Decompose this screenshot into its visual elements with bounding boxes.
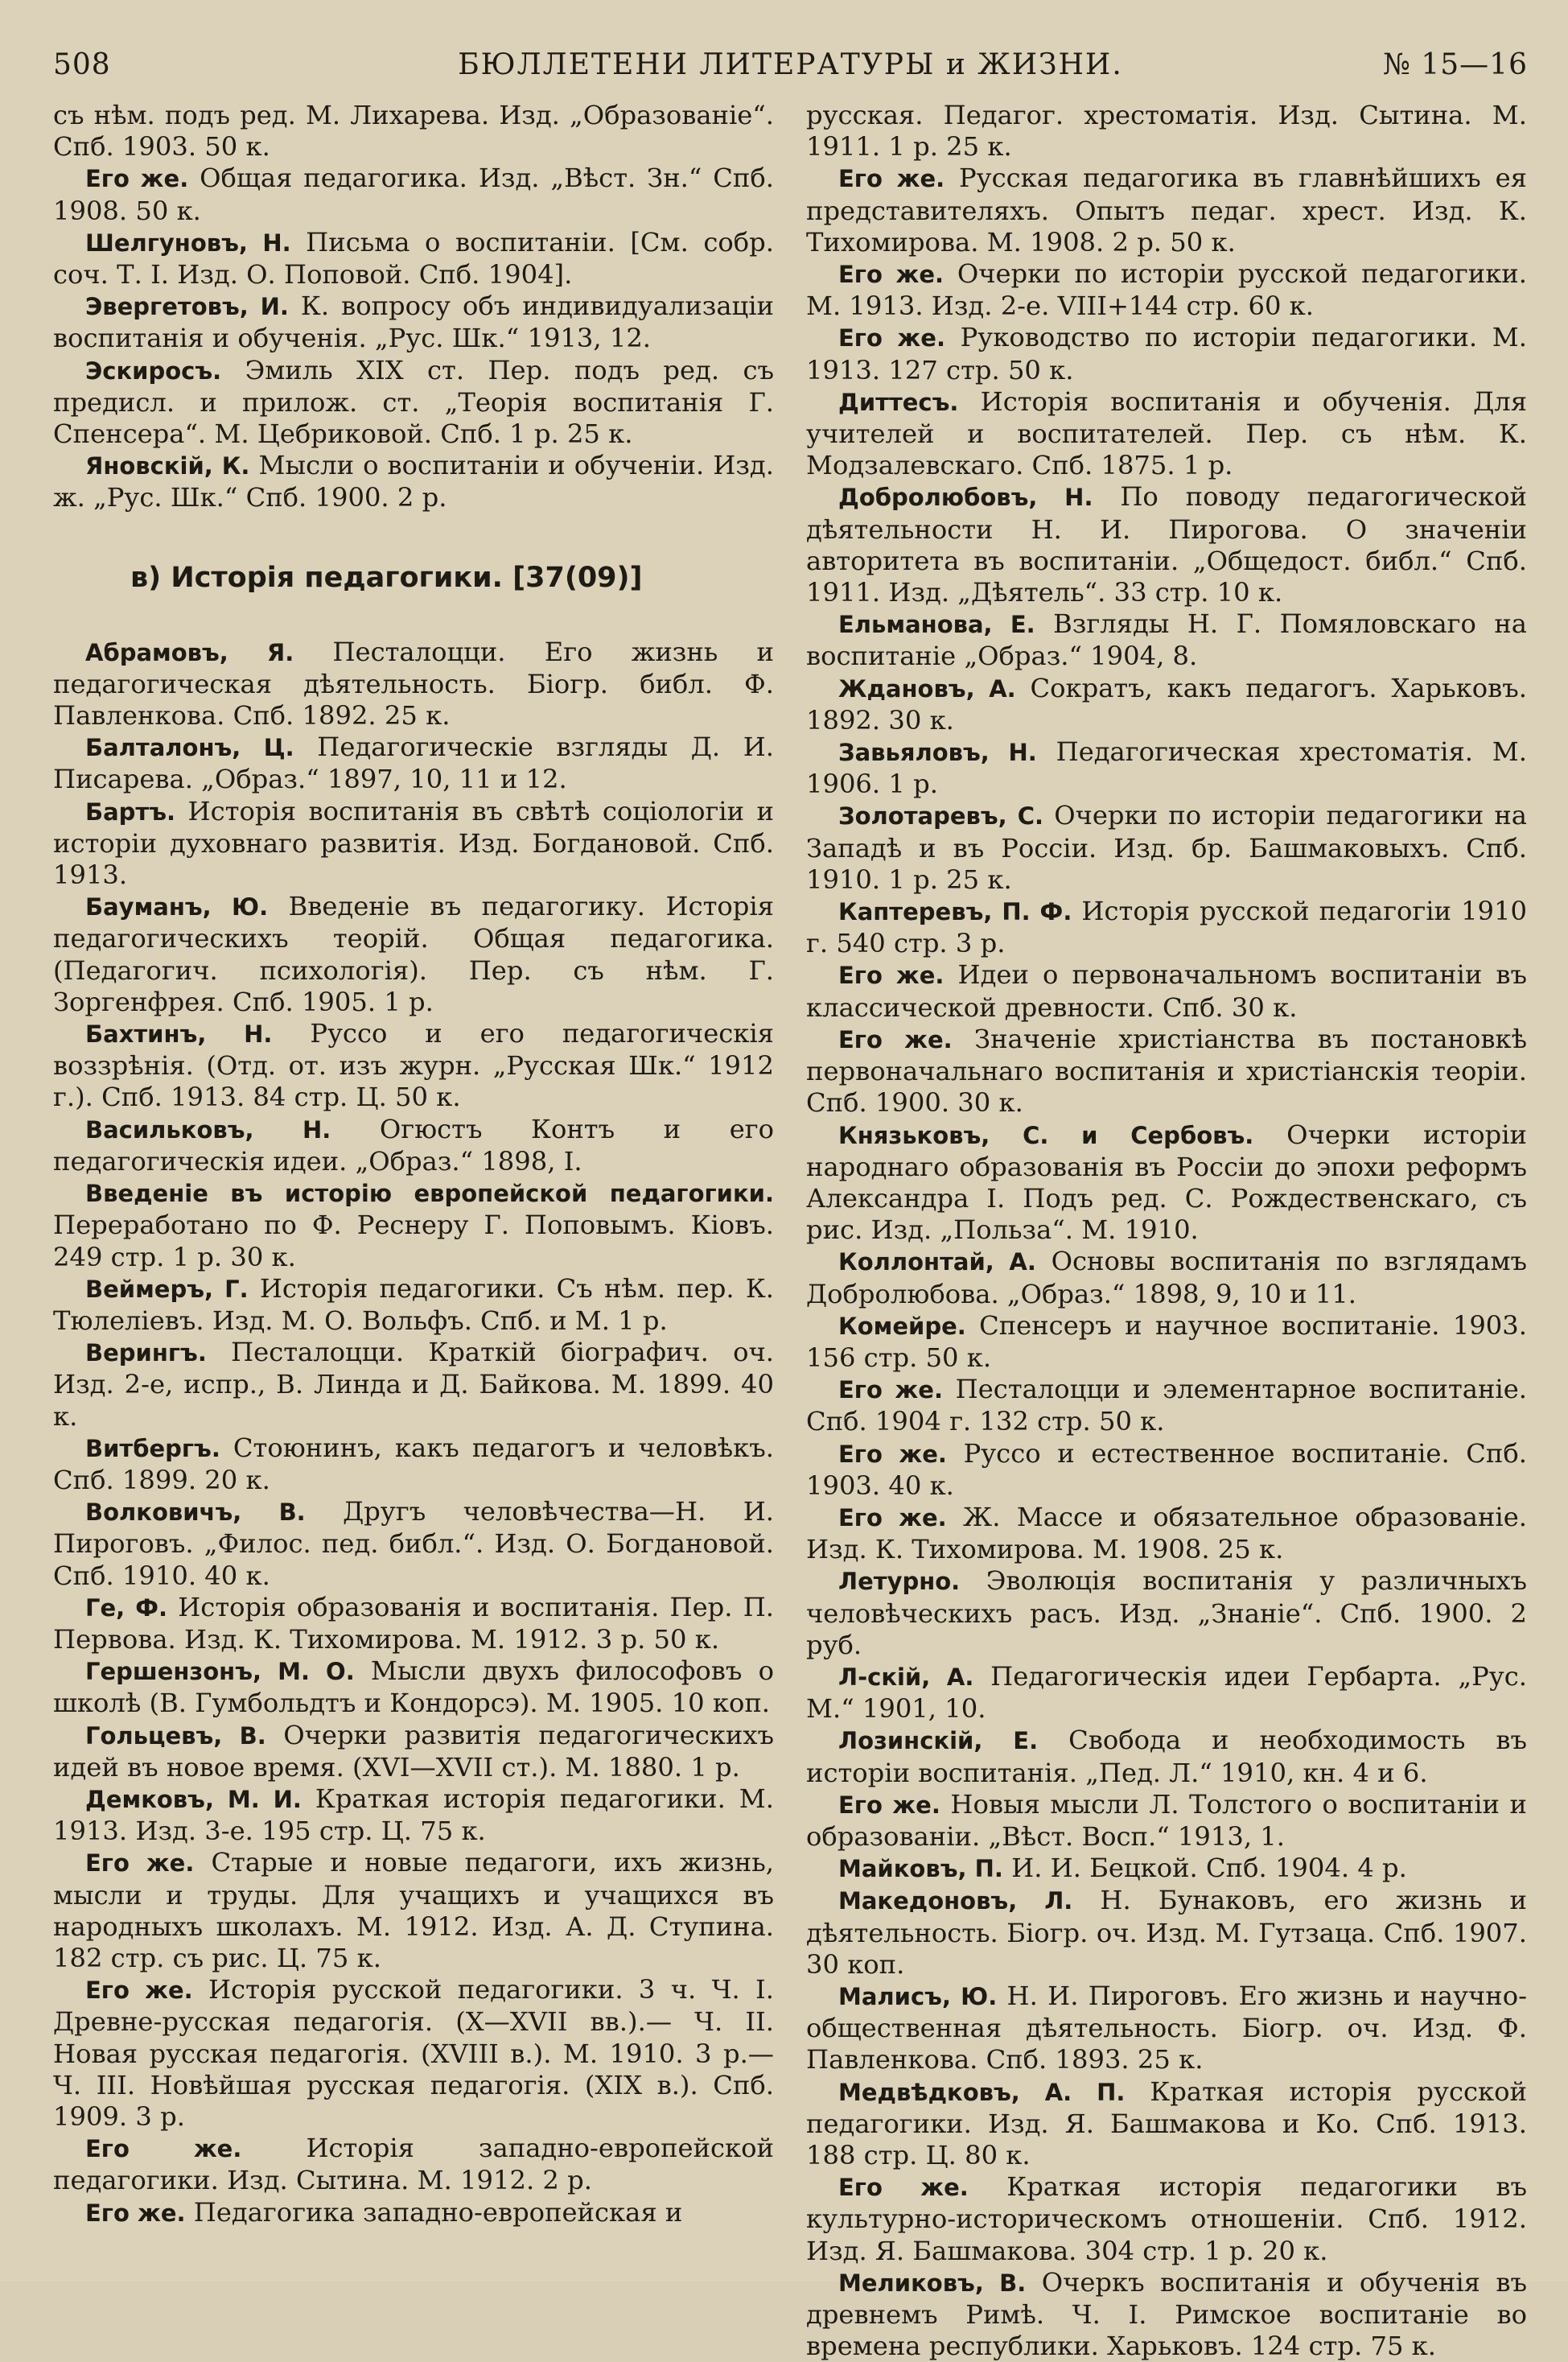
entry-author: Демковъ, М. И. — [85, 1785, 302, 1813]
page-number: 508 — [53, 48, 111, 81]
bibliography-entry — [53, 1018, 774, 1114]
bibliography-entry — [806, 1246, 1527, 1309]
entry-text: Очерки развитія педагогическихъ идей въ новое время. (XVI—XVII ст.). М. 1880. 1 р. — [53, 1719, 775, 1783]
bibliography-entry — [53, 1783, 774, 1847]
bibliography-entry — [806, 163, 1527, 258]
entry-text: Песталоцци и элементарное воспитаніе. Спб. 1904 г. 132 стр. 50 к. — [806, 1374, 1527, 1437]
bibliography-entry — [806, 386, 1527, 482]
entry-author: Введеніе въ исторію европейской педагогики. — [85, 1180, 774, 1208]
entry-author: Диттесъ. — [838, 388, 959, 416]
entry-text: К. вопросу объ индивидуализаціи воспитанія и обученія. „Рус. Шк.“ 1913, 12. — [53, 291, 774, 354]
entry-text: Очерки по исторіи педагогики на Западѣ и въ Россіи. Изд. бр. Башмаковыхъ. Спб. 1910. 1 р. 25 к. — [806, 800, 1527, 895]
bibliography-entry — [53, 291, 774, 354]
bibliography-entry — [53, 637, 774, 732]
entry-text: Исторія воспитанія въ свѣтѣ соціологіи и исторіи духовнаго развитія. Изд. Богдановой. Спб. 1913. — [53, 795, 774, 891]
bibliography-entry — [806, 481, 1527, 608]
entry-text: Руссо и естественное воспитаніе. Спб. 1903. 40 к. — [806, 1437, 1527, 1501]
entry-author: Балталонъ, Ц. — [85, 734, 294, 762]
bibliography-entry — [53, 1114, 774, 1177]
bibliography-entry — [806, 1565, 1527, 1661]
running-header — [53, 39, 1528, 100]
entry-text: съ нѣм. подъ ред. М. Лихарева. Изд. „Образованіе“. Спб. 1903. 50 к. — [53, 100, 774, 163]
bibliography-entry — [806, 608, 1527, 672]
entry-text: И. И. Бецкой. Спб. 1904. 4 р. — [1002, 1853, 1407, 1884]
entry-text: Общая педагогика. Изд. „Вѣст. Зн.“ Спб. 1908. 50 к. — [53, 163, 774, 226]
entry-author: Его же. — [85, 2135, 242, 2163]
bibliography-entry — [53, 2197, 774, 2229]
entry-author: Гершензонъ, М. О. — [85, 1658, 355, 1686]
entries-right — [806, 100, 1527, 2362]
journal-title: БЮЛЛЕТЕНИ ЛИТЕРАТУРЫ и ЖИЗНИ. — [458, 48, 1123, 81]
entry-text: Очеркъ воспитанія и обученія въ древнемъ Римѣ. Ч. I. Римское воспитаніе во времена республики. Харьковъ. 124 стр. 75 к. — [806, 2266, 1527, 2362]
entry-text: Исторія русской педагогіи 1910 г. 540 стр. 3 р. — [806, 896, 1527, 959]
entry-author: Его же. — [85, 1977, 193, 2005]
entry-text: Н. И. Пироговъ. Его жизнь и научно-общественная дѣятельность. Біогр. оч. Изд. Ф. Павленкова. Спб. 1893. 25 к. — [806, 1980, 1527, 2076]
entry-author: Добролюбовъ, Н. — [838, 484, 1093, 512]
entry-text: Краткая исторія педагогики. М. 1913. Изд. 3-е. 195 стр. Ц. 75 к. — [53, 1783, 774, 1847]
entry-text: Педагогическая хрестоматія. М. 1906. 1 р. — [806, 736, 1527, 800]
entry-text: Введеніе въ педагогику. Исторія педагогическихъ теорій. Общая педагогика. (Педагогич. психологія). Пер. съ нѣм. Г. Зоргенфрея. Спб. 1905. 1 р. — [53, 891, 774, 1017]
entry-author: Шелгуновъ, Н. — [85, 229, 291, 257]
entry-author: Волковичъ, В. — [85, 1498, 306, 1527]
bibliography-entry — [53, 1337, 774, 1432]
entry-text: Руководство по исторіи педагогики. М. 1913. 127 стр. 50 к. — [806, 322, 1527, 385]
two-column-body — [53, 100, 1528, 2362]
entry-text: Педагогическіе взгляды Д. И. Писарева. „Образ.“ 1897, 10, 11 и 12. — [53, 732, 774, 795]
entry-author: Бартъ. — [85, 798, 176, 826]
entry-author: Веймеръ, Г. — [85, 1275, 249, 1303]
bibliography-entry — [53, 1273, 774, 1337]
entry-author: Лозинскій, Е. — [838, 1727, 1039, 1755]
bibliography-entry — [53, 1655, 774, 1719]
entries-before-section — [53, 100, 774, 514]
entry-text: Очерки исторіи народнаго образованія въ Россіи до эпохи реформъ Александра I. Подъ ред. С. Рождественскаго, съ рис. Изд. „Польза“. М. 1910. — [806, 1119, 1527, 1246]
entry-author: Летурно. — [838, 1568, 961, 1596]
entry-author: Ельманова, Е. — [838, 611, 1035, 639]
entry-author: Завьяловъ, Н. — [838, 739, 1037, 767]
entry-author: Коллонтай, А. — [838, 1248, 1036, 1276]
bibliography-entry — [806, 1789, 1527, 1853]
entry-text: Н. Бунаковъ, его жизнь и дѣятельность. Біогр. оч. Изд. М. Гутзаца. Спб. 1907. 30 коп. — [806, 1885, 1527, 1980]
bibliography-entry — [806, 1502, 1527, 1565]
entry-text: Педагогическія идеи Гербарта. „Рус. М.“ 1901, 10. — [806, 1660, 1527, 1725]
bibliography-entry — [806, 1438, 1527, 1502]
entry-author: Майковъ, П. — [838, 1855, 1003, 1883]
entry-author: Его же. — [838, 1376, 943, 1404]
entry-text: Идеи о первоначальномъ воспитаніи въ классической древности. Спб. 30 к. — [806, 959, 1527, 1023]
bibliography-entry — [806, 1885, 1527, 1981]
entry-text: Эволюція воспитанія у различныхъ человѣческихъ расъ. Изд. „Знаніе“. Спб. 1900. 2 руб. — [806, 1565, 1527, 1660]
entry-text: Основы воспитанія по взглядамъ Добролюбова. „Образ.“ 1898, 9, 10 и 11. — [806, 1246, 1528, 1309]
entry-text: Педагогика западно-европейская и — [185, 2196, 683, 2228]
entry-text: Письма о воспитаніи. [См. собр. соч. Т. I. Изд. О. Поповой. Спб. 1904]. — [53, 226, 774, 291]
bibliography-entry — [53, 1177, 774, 1273]
bibliography-entry — [53, 1432, 774, 1496]
entry-text: Очерки по исторіи русской педагогики. М. 1913. Изд. 2-е. VIII+144 стр. 60 к. — [806, 258, 1527, 322]
bibliography-entry — [53, 796, 774, 892]
entry-text: Исторія образованія и воспитанія. Пер. П. Первова. Изд. К. Тихомирова. М. 1912. 3 р. 50 к. — [53, 1591, 774, 1655]
bibliography-entry — [806, 800, 1527, 896]
bibliography-entry — [53, 1720, 774, 1783]
entry-text: Исторія воспитанія и обученія. Для учителей и воспитателей. Пер. съ нѣм. К. Модзалевскаго. Спб. 1875. 1 р. — [806, 385, 1527, 481]
entry-text: Мысли о воспитаніи и обученіи. Изд. ж. „Рус. Шк.“ Спб. 1900. 2 р. — [53, 450, 774, 513]
bibliography-entry — [806, 1119, 1527, 1247]
entry-author: Его же. — [85, 1849, 195, 1878]
bibliography-entry — [53, 1496, 774, 1592]
entry-author: Бауманъ, Ю. — [85, 893, 269, 921]
bibliography-entry — [53, 100, 774, 163]
bibliography-entry — [53, 355, 774, 451]
right-column — [806, 100, 1527, 2362]
entry-text: Спенсеръ и научное воспитаніе. 1903. 156 стр. 50 к. — [806, 1309, 1527, 1373]
entry-author: Малисъ, Ю. — [838, 1982, 998, 2010]
bibliography-entry — [806, 673, 1527, 736]
issue-number: № 15—16 — [1382, 48, 1528, 81]
entry-text: Краткая исторія русской педагогики. Изд. Я. Башмакова и Ко. Спб. 1913. 188 стр. Ц. 80 к. — [806, 2076, 1527, 2170]
bibliography-entry — [806, 2171, 1527, 2267]
entry-text: Исторія русской педагогики. 3 ч. Ч. I. Древне-русская педагогія. (X—XVII вв.).— Ч. II. Новая русская педагогія. (XVIII в.). М. 1910. 3 р.—Ч. III. Новѣйшая русская педагогія. (XIX в.). Спб. 1909. 3 р. — [53, 1974, 774, 2132]
entry-author: Его же. — [85, 165, 189, 193]
entry-author: Л-скій, А. — [838, 1663, 974, 1691]
bibliography-entry — [806, 2076, 1527, 2172]
bibliography-entry — [806, 1024, 1527, 1119]
entry-author: Князьковъ, С. и Сербовъ. — [838, 1121, 1254, 1149]
entry-text: Новыя мысли Л. Толстого о воспитаніи и образованіи. „Вѣст. Восп.“ 1913, 1. — [806, 1788, 1528, 1852]
bibliography-entry — [806, 736, 1527, 800]
bibliography-entry — [53, 2133, 774, 2196]
entry-author: Витбергъ. — [85, 1434, 220, 1462]
bibliography-entry — [53, 1592, 774, 1655]
entry-author: Ждановъ, А. — [838, 674, 1016, 703]
entry-author: Каптеревъ, П. Ф. — [838, 898, 1072, 926]
entry-text: Руссо и его педагогическія воззрѣнія. (Отд. от. изъ журн. „Русская Шк.“ 1912 г.). Спб. 1913. 84 стр. Ц. 50 к. — [53, 1018, 774, 1113]
entry-author: Его же. — [838, 1791, 940, 1819]
bibliography-entry — [53, 891, 774, 1018]
entry-text: Ж. Массе и обязательное образованіе. Изд. К. Тихомирова. М. 1908. 25 к. — [806, 1501, 1527, 1565]
entry-text: Мысли двухъ философовъ о школѣ (В. Гумбольдтъ и Кондорсэ). М. 1905. 10 коп. — [53, 1655, 774, 1719]
bibliography-entry — [806, 1853, 1527, 1885]
bibliography-entry — [806, 1310, 1527, 1374]
bibliography-entry — [53, 450, 774, 513]
bibliography-entry — [806, 258, 1527, 322]
entry-text: Песталоцци. Краткій біографич. оч. Изд. 2-е, испр., В. Линда и Д. Байкова. М. 1899. 40 к. — [53, 1337, 774, 1432]
entry-author: Абрамовъ, Я. — [85, 638, 294, 666]
entry-author: Македоновъ, Л. — [838, 1887, 1073, 1915]
entry-author: Яновскій, К. — [85, 452, 250, 480]
bibliography-entry — [806, 1981, 1527, 2076]
entry-text: Русская педагогика въ главнѣйшихъ ея представителяхъ. Опытъ педаг. хрест. Изд. К. Тихомирова. М. 1908. 2 р. 50 к. — [806, 163, 1527, 258]
entry-author: Верингъ. — [85, 1339, 207, 1367]
entry-text: Взгляды Н. Г. Помяловскаго на воспитаніе „Образ.“ 1904, 8. — [806, 608, 1527, 672]
bibliography-entry — [806, 1661, 1527, 1725]
entry-text: Исторія западно-европейской педагогики. Изд. Сытина. М. 1912. 2 р. — [53, 2133, 774, 2196]
entry-author: Его же. — [838, 324, 945, 352]
bibliography-entry — [53, 732, 774, 795]
entry-author: Эскиросъ. — [85, 357, 222, 385]
entry-text: Переработано по Ф. Реснеру Г. Поповымъ. Кіовъ. 249 стр. 1 р. 30 к. — [53, 1210, 774, 1272]
entry-text: Краткая исторія педагогики въ культурно-историческомъ отношеніи. Спб. 1912. Изд. Я. Башмакова. 304 стр. 1 р. 20 к. — [806, 2171, 1527, 2266]
entry-text: Песталоцци. Его жизнь и педагогическая дѣятельность. Біогр. библ. Ф. Павленкова. Спб. 1892. 25 к. — [53, 636, 774, 732]
bibliography-entry — [53, 1847, 774, 1974]
entry-text: Исторія педагогики. Съ нѣм. пер. К. Тюлеліевъ. Изд. М. О. Вольфъ. Спб. и М. 1 р. — [53, 1272, 775, 1336]
entries-after-section — [53, 637, 774, 2229]
entry-author: Его же. — [838, 962, 945, 990]
entry-author: Гольцевъ, В. — [85, 1721, 266, 1750]
entry-text: Стоюнинъ, какъ педагогъ и человѣкъ. Спб. 1899. 20 к. — [53, 1432, 774, 1495]
entry-author: Васильковъ, Н. — [85, 1115, 331, 1144]
entry-text: русская. Педагог. хрестоматія. Изд. Сытина. М. 1911. 1 р. 25 к. — [806, 100, 1527, 163]
entry-author: Его же. — [838, 2174, 969, 2202]
entry-author: Его же. — [838, 261, 945, 289]
entry-author: Его же. — [838, 1503, 947, 1531]
bibliography-entry — [53, 1974, 774, 2133]
bibliography-entry — [806, 959, 1527, 1023]
entry-author: Его же. — [838, 165, 945, 193]
entry-text: Свобода и необходимость въ исторіи воспитанія. „Пед. Л.“ 1910, кн. 4 и 6. — [806, 1725, 1527, 1788]
entry-author: Эвергетовъ, И. — [85, 293, 289, 321]
section-heading: в) Исторія педагогики. [37(09)] — [130, 561, 643, 594]
entry-text: Эмиль XIX ст. Пер. подъ ред. съ предисл. и прилож. ст. „Теорія воспитанія Г. Спенсера“. М. Цебриковой. Спб. 1 р. 25 к. — [53, 354, 774, 450]
bibliography-entry — [806, 1725, 1527, 1788]
left-column — [53, 100, 774, 2362]
entry-author: Ге, Ф. — [85, 1593, 168, 1622]
entry-text: По поводу педагогической дѣятельности Н. И. Пирогова. О значеніи авторитета въ воспитаніи. „Общедост. библ.“ Спб. 1911. Изд. „Дѣятель“. 33 стр. 10 к. — [806, 481, 1527, 608]
entry-text: Огюстъ Контъ и его педагогическія идеи. „Образ.“ 1898, I. — [53, 1113, 774, 1177]
entry-author: Его же. — [838, 1025, 953, 1053]
entry-text: Сократъ, какъ педагогъ. Харьковъ. 1892. 30 к. — [806, 672, 1527, 736]
bibliography-entry — [806, 1374, 1527, 1437]
entry-text: Значеніе христіанства въ постановкѣ первоначальнаго воспитанія и христіанскія теоріи. Спб. 1900. 30 к. — [806, 1023, 1527, 1119]
entry-text: Старые и новые педагоги, ихъ жизнь, мысли и труды. Для учащихъ и учащихся въ народныхъ школахъ. М. 1912. Изд. А. Д. Ступина. 182 стр. съ рис. Ц. 75 к. — [53, 1847, 774, 1973]
entry-text: Другъ человѣчества—Н. И. Пироговъ. „Филос. пед. библ.“. Изд. О. Богдановой. Спб. 1910. 40 к. — [53, 1496, 774, 1591]
entry-author: Его же. — [85, 2199, 186, 2227]
entry-author: Меликовъ, В. — [838, 2269, 1027, 2297]
entry-author: Комейре. — [838, 1312, 966, 1340]
bibliography-entry — [53, 227, 774, 291]
entry-author: Его же. — [838, 1440, 947, 1468]
entry-author: Золотаревъ, С. — [838, 802, 1044, 831]
bibliography-entry — [53, 163, 774, 226]
entry-author: Медвѣдковъ, А. П. — [838, 2078, 1126, 2106]
bibliography-entry — [806, 896, 1527, 959]
bibliography-entry — [806, 100, 1527, 163]
entry-author: Бахтинъ, Н. — [85, 1020, 273, 1049]
bibliography-entry — [806, 322, 1527, 385]
